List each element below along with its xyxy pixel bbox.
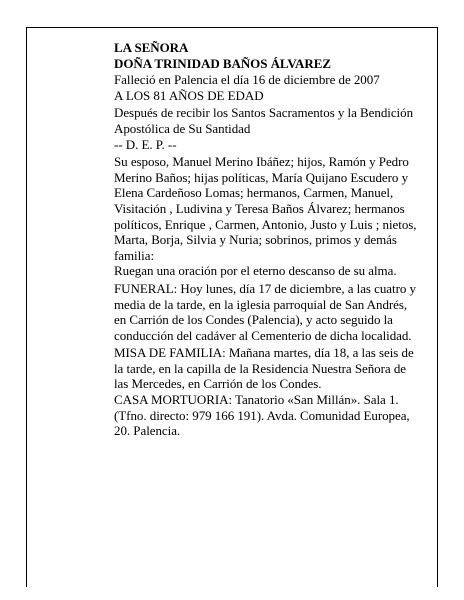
- family-paragraph: Su esposo, Manuel Merino Ibáñez; hijos, Ramón y Pedro Merino Baños; hijas políticas, María Quijano Escudero y Elena Cardeñoso Lomas; hermanos, Carmen, Manuel, Visitación , Ludivina y Teresa Baños Álvarez; hermanos políticos, Enrique , Carmen, Antonio, Justo y Luis ; nietos, Marta, Borja, Silvia y Nuria; sobrinos, primos y demás familia:: [114, 154, 417, 263]
- sacraments-paragraph: Después de recibir los Santos Sacramentos y la Bendición Apostólica de Su Santidad: [114, 105, 414, 136]
- death-statement: Falleció en Palencia el día 16 de diciembre de 2007: [114, 72, 380, 88]
- age-statement: A LOS 81 AÑOS DE EDAD: [114, 87, 264, 103]
- dep-line: -- D. E. P. --: [114, 136, 177, 152]
- title-line-1: LA SEÑORA: [114, 40, 189, 55]
- prayer-line: Ruegan una oración por el eterno descanso de su alma.: [114, 263, 397, 279]
- mortuary-paragraph: CASA MORTUORIA: Tanatorio «San Millán». Sala 1. (Tfno. directo: 979 166 191). Avda. Comunidad Europea, 20. Palencia.: [114, 392, 410, 439]
- deceased-name: DOÑA TRINIDAD BAÑOS ÁLVAREZ: [114, 55, 331, 71]
- family-mass-paragraph: MISA DE FAMILIA: Mañana martes, día 18, a las seis de la tarde, en la capilla de la Residencia Nuestra Señora de las Mercedes, en Carrión de los Condes.: [114, 345, 414, 392]
- funeral-paragraph: FUNERAL: Hoy lunes, día 17 de diciembre, a las cuatro y media de la tarde, en la iglesia parroquial de San Andrés, en Carrión de los Condes (Palencia), y acto seguido la conducción del cadáver al Cementerio de dicha localidad.: [114, 280, 416, 343]
- obituary-notice: [114, 40, 420, 439]
